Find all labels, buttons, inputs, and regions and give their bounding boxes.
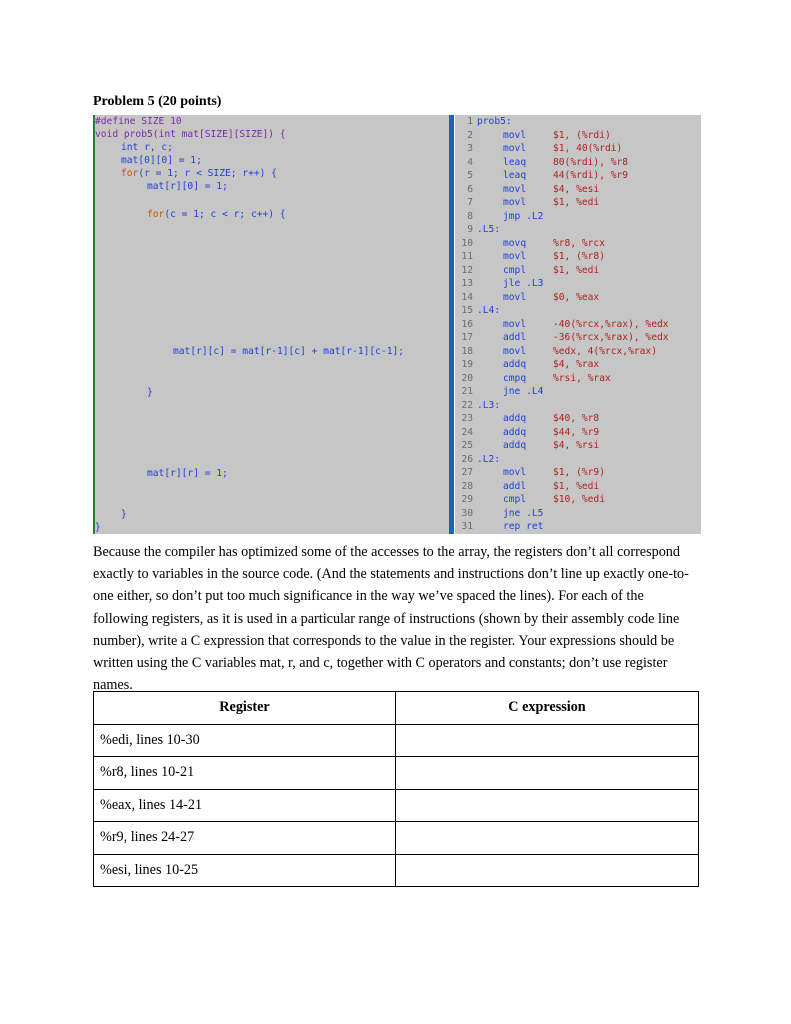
asm-operands: $1, %edi	[553, 480, 600, 492]
asm-operands: %r8, %rcx	[553, 237, 605, 249]
register-cell: %r9, lines 24-27	[94, 822, 396, 855]
asm-line	[455, 223, 500, 236]
c-line-12: }	[95, 522, 101, 533]
asm-line	[455, 372, 611, 385]
asm-line	[455, 358, 599, 371]
register-cell: %edi, lines 10-30	[94, 724, 396, 757]
asm-line-number: 23	[461, 413, 473, 424]
asm-line	[455, 385, 543, 398]
asm-line-number: 14	[461, 291, 473, 303]
asm-line-number: 4	[467, 156, 473, 168]
asm-operands: -36(%rcx,%rax), %edx	[553, 332, 669, 343]
c-decl-rest: r, c;	[138, 142, 173, 153]
expression-cell[interactable]	[396, 789, 699, 822]
asm-line	[455, 345, 657, 358]
asm-instruction: movl	[503, 318, 527, 330]
c-line-3	[121, 141, 173, 154]
asm-line-number: 16	[461, 318, 473, 330]
asm-instruction: cmpl	[503, 494, 527, 505]
asm-label: .L3:	[477, 399, 501, 411]
register-table	[93, 691, 699, 887]
asm-line-number: 28	[461, 480, 473, 492]
table-row	[94, 757, 699, 790]
instructions-paragraph: Because the compiler has optimized some of the accesses to the array, the registers don’t all correspond exactly to variables in the source code. (And the statements and instructions don’t line up exactly one-to-one either, so don’t put too much significance in the way we’ve spaced the lines). For each of the following registers, as it is used in a particular range of instructions (shown by their assembly code line number), write a C expression that corresponds to the value in the register. Your expressions should be written using the C variables mat, r, and c, together with C operators and constants; don’t use register names.	[93, 544, 689, 694]
asm-operands: $1, (%r8)	[553, 251, 605, 262]
asm-instruction: movl	[503, 129, 527, 141]
asm-line	[455, 142, 622, 155]
asm-line	[455, 250, 605, 263]
c-line-7	[147, 208, 286, 221]
asm-line-number: 3	[467, 143, 473, 154]
asm-instruction: movl	[503, 345, 527, 357]
asm-line-number: 9	[467, 224, 473, 235]
c-void-keyword: void	[95, 129, 119, 140]
asm-line-number: 8	[467, 210, 473, 222]
expression-cell[interactable]	[396, 757, 699, 790]
asm-line	[455, 291, 599, 304]
asm-operands: $4, %esi	[553, 183, 600, 195]
asm-line-number: 12	[461, 264, 473, 276]
register-cell: %esi, lines 10-25	[94, 854, 396, 887]
asm-line	[455, 399, 500, 412]
asm-instruction: movq	[503, 237, 527, 249]
asm-instruction: rep ret	[503, 521, 544, 532]
asm-line	[455, 426, 599, 439]
table-row	[94, 854, 699, 887]
c-for-inner-rest: (c = 1; c < r; c++) {	[164, 209, 286, 220]
c-define-keyword: #define	[95, 116, 136, 127]
asm-line	[455, 196, 599, 209]
asm-instruction: leaq	[503, 170, 527, 181]
asm-operands: -40(%rcx,%rax), %edx	[553, 318, 669, 330]
asm-line-number: 2	[467, 129, 473, 141]
asm-line	[455, 210, 543, 223]
asm-line-number: 31	[461, 521, 473, 532]
asm-instruction: jmp .L2	[503, 210, 544, 222]
asm-operands: $1, %edi	[553, 264, 600, 276]
c-line-11: }	[121, 509, 127, 520]
asm-instruction: jne .L4	[503, 386, 544, 397]
asm-line-number: 25	[461, 440, 473, 451]
asm-line	[455, 264, 599, 277]
c-int-keyword: int	[121, 142, 139, 153]
assembly-pane	[455, 115, 701, 534]
c-for-keyword: for	[121, 168, 139, 179]
asm-label: prob5:	[477, 116, 512, 127]
asm-instruction: movl	[503, 467, 527, 478]
asm-line-number: 19	[461, 359, 473, 370]
expression-cell[interactable]	[396, 822, 699, 855]
asm-operands: $1, %edi	[553, 197, 600, 208]
asm-instruction: addl	[503, 332, 527, 343]
asm-line-number: 13	[461, 278, 473, 289]
asm-operands: 80(%rdi), %r8	[553, 156, 629, 168]
asm-line-number: 1	[467, 116, 473, 127]
asm-line	[455, 412, 599, 425]
table-row	[94, 724, 699, 757]
asm-instruction: cmpq	[503, 372, 527, 384]
asm-line-number: 11	[461, 251, 473, 262]
c-for-keyword-inner: for	[147, 209, 165, 220]
asm-operands: $0, %eax	[553, 291, 600, 303]
asm-operands: $10, %edi	[553, 494, 605, 505]
asm-instruction: cmpl	[503, 264, 527, 276]
expression-cell[interactable]	[396, 724, 699, 757]
asm-line-number: 27	[461, 467, 473, 478]
asm-line	[455, 466, 605, 479]
asm-instruction: movl	[503, 197, 527, 208]
asm-line-number: 15	[461, 305, 473, 316]
pane-divider	[449, 115, 454, 534]
asm-operands: $1, (%r9)	[553, 467, 605, 478]
asm-line-number: 6	[467, 183, 473, 195]
asm-instruction: jle .L3	[503, 278, 544, 289]
c-line-2	[95, 128, 286, 141]
asm-line	[455, 493, 605, 506]
asm-instruction: movl	[503, 251, 527, 262]
asm-line	[455, 277, 543, 290]
asm-line	[455, 453, 500, 466]
asm-line	[455, 439, 599, 452]
register-cell: %r8, lines 10-21	[94, 757, 396, 790]
register-cell: %eax, lines 14-21	[94, 789, 396, 822]
asm-line	[455, 520, 543, 533]
header-c-expression: C expression	[396, 692, 699, 725]
asm-line-number: 10	[461, 237, 473, 249]
asm-instruction: addq	[503, 426, 527, 438]
asm-instruction: addq	[503, 413, 527, 424]
asm-line-number: 7	[467, 197, 473, 208]
c-line-6: mat[r][0] = 1;	[147, 181, 228, 192]
c-source-pane	[93, 115, 450, 534]
asm-label: .L2:	[477, 453, 501, 465]
asm-line	[455, 169, 628, 182]
asm-line	[455, 183, 599, 196]
expression-cell[interactable]	[396, 854, 699, 887]
c-func-signature: prob5(int mat[SIZE][SIZE]) {	[118, 129, 286, 140]
asm-instruction: movl	[503, 291, 527, 303]
asm-operands: %rsi, %rax	[553, 372, 611, 384]
code-listing	[93, 115, 701, 534]
asm-label: .L5:	[477, 224, 501, 235]
asm-line-number: 26	[461, 453, 473, 465]
asm-line-number: 30	[461, 507, 473, 519]
asm-instruction: movl	[503, 143, 527, 154]
asm-line-number: 21	[461, 386, 473, 397]
asm-instruction: addq	[503, 440, 527, 451]
asm-operands: %edx, 4(%rcx,%rax)	[553, 345, 657, 357]
c-define-rest: SIZE 10	[135, 116, 182, 127]
asm-line	[455, 115, 512, 128]
asm-line-number: 29	[461, 494, 473, 505]
header-register: Register	[94, 692, 396, 725]
table-row	[94, 789, 699, 822]
c-line-9: }	[147, 387, 153, 398]
asm-line-number: 20	[461, 372, 473, 384]
asm-operands: $4, %rsi	[553, 440, 600, 451]
asm-instruction: leaq	[503, 156, 527, 168]
asm-line	[455, 318, 669, 331]
c-line-5	[121, 167, 277, 180]
asm-line	[455, 331, 669, 344]
table-header-row	[94, 692, 699, 725]
asm-line	[455, 304, 500, 317]
c-line-4: mat[0][0] = 1;	[121, 155, 202, 166]
asm-operands: 44(%rdi), %r9	[553, 170, 629, 181]
asm-line	[455, 507, 543, 520]
asm-instruction: addq	[503, 359, 527, 370]
c-line-8: mat[r][c] = mat[r-1][c] + mat[r-1][c-1];	[173, 346, 405, 357]
c-for-rest: (r = 1; r < SIZE; r++) {	[138, 168, 277, 179]
asm-line-number: 17	[461, 332, 473, 343]
asm-operands: $4, %rax	[553, 359, 600, 370]
c-line-1	[95, 115, 182, 128]
problem-title: Problem 5 (20 points)	[93, 94, 222, 109]
asm-operands: $1, 40(%rdi)	[553, 143, 623, 154]
asm-line-number: 5	[467, 170, 473, 181]
asm-line-number: 18	[461, 345, 473, 357]
asm-operands: $40, %r8	[553, 413, 600, 424]
asm-line	[455, 237, 605, 250]
asm-line-number: 22	[461, 399, 473, 411]
asm-line	[455, 129, 611, 142]
asm-line-number: 24	[461, 426, 473, 438]
asm-instruction: jne .L5	[503, 507, 544, 519]
asm-label: .L4:	[477, 305, 501, 316]
c-line-10: mat[r][r] = 1;	[147, 468, 228, 479]
asm-line	[455, 156, 628, 169]
asm-line	[455, 480, 599, 493]
table-row	[94, 822, 699, 855]
asm-operands: $1, (%rdi)	[553, 129, 611, 141]
asm-instruction: addl	[503, 480, 527, 492]
asm-operands: $44, %r9	[553, 426, 600, 438]
asm-instruction: movl	[503, 183, 527, 195]
